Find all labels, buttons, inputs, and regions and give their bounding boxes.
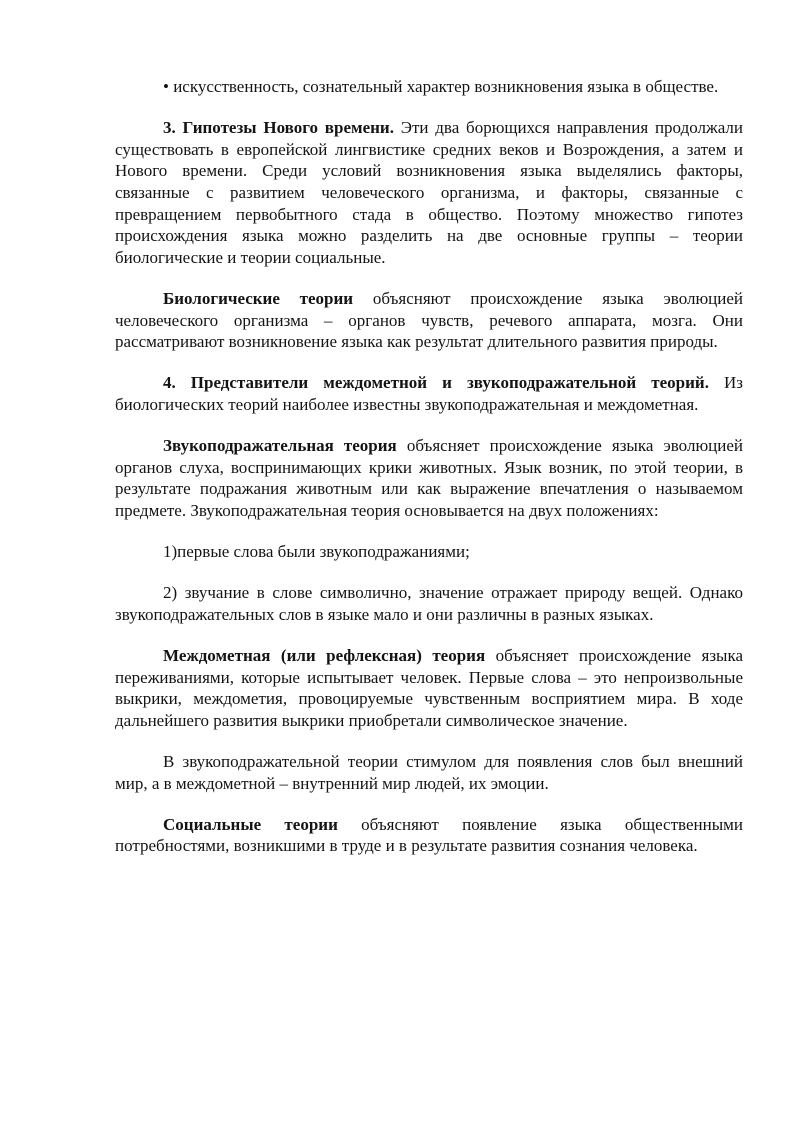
paragraph-social-theories: [115, 814, 743, 857]
paragraph-text: • искусственность, сознательный характер возникновения языка в обществе.: [163, 77, 719, 96]
paragraph-text: объясняет происхождение языка эволюцией органов слуха, воспринимающих крики животных. Язык возник, по этой теории, в результате подражания животным или как выражение впечатления о называемом предмете. Звукоподражательная теория основывается на двух положениях:: [115, 436, 743, 520]
section-heading-4: 4. Представители междометной и звукоподражательной теорий.: [163, 373, 709, 393]
paragraph-text: объясняет происхождение языка переживаниями, которые испытывает человек. Первые слова – это непроизвольные выкрики, междометия, провоцируемые чувственным восприятием мира. В ходе дальнейшего развития выкрики приобретали символическое значение.: [115, 646, 743, 730]
paragraph-biological-theories: [115, 288, 743, 353]
paragraph-point-1: [115, 541, 743, 563]
term-onomatopoeia-theory: Звукоподражательная теория: [163, 436, 397, 456]
paragraph-text: Из биологических теорий наиболее известны звукоподражательная и междометная.: [115, 373, 743, 414]
paragraph-interjection-theory: [115, 645, 743, 731]
term-biological-theories: Биологические теории: [163, 288, 354, 308]
document-page: [115, 76, 743, 877]
paragraph-stimulus: [115, 751, 743, 794]
paragraph-text: 2) звучание в слове символично, значение отражает природу вещей. Однако звукоподражательных слов в языке мало и они различны в разных языках.: [115, 583, 743, 624]
section-heading-3: 3. Гипотезы Нового времени.: [163, 118, 394, 138]
term-social-theories: Социальные теории: [163, 814, 338, 834]
paragraph-text: 1)первые слова были звукоподражаниями;: [163, 542, 470, 562]
paragraph-new-time-hypotheses: [115, 117, 743, 268]
paragraph-text: объясняют появление языка общественными потребностями, возникшими в труде и в результате развития сознания человека.: [115, 814, 743, 856]
paragraph-point-2: [115, 582, 743, 625]
paragraph-text: объясняют происхождение языка эволюцией человеческого организма – органов чувств, речевого аппарата, мозга. Они рассматривают возникновение языка как результат длительного развития природы.: [115, 288, 743, 352]
paragraph-text: В звукоподражательной теории стимулом для появления слов был внешний мир, а в междометной – внутренний мир людей, их эмоции.: [115, 752, 743, 793]
paragraph-onomatopoeia-theory: [115, 435, 743, 521]
paragraph-bullet: [115, 76, 743, 98]
paragraph-text: Эти два борющихся направления продолжали существовать в европейской лингвистике средних веков и Возрождения, а затем и Нового времени. Среди условий возникновения языка выделялись факторы, связанные с развитием человеческого организма, и факторы, связанные с превращением первобытного стада в общество. Поэтому множество гипотез происхождения языка можно разделить на две основные группы – теории биологические и теории социальные.: [115, 118, 743, 267]
term-interjection-theory: Междометная (или рефлексная) теория: [163, 646, 486, 666]
paragraph-representatives: [115, 372, 743, 415]
